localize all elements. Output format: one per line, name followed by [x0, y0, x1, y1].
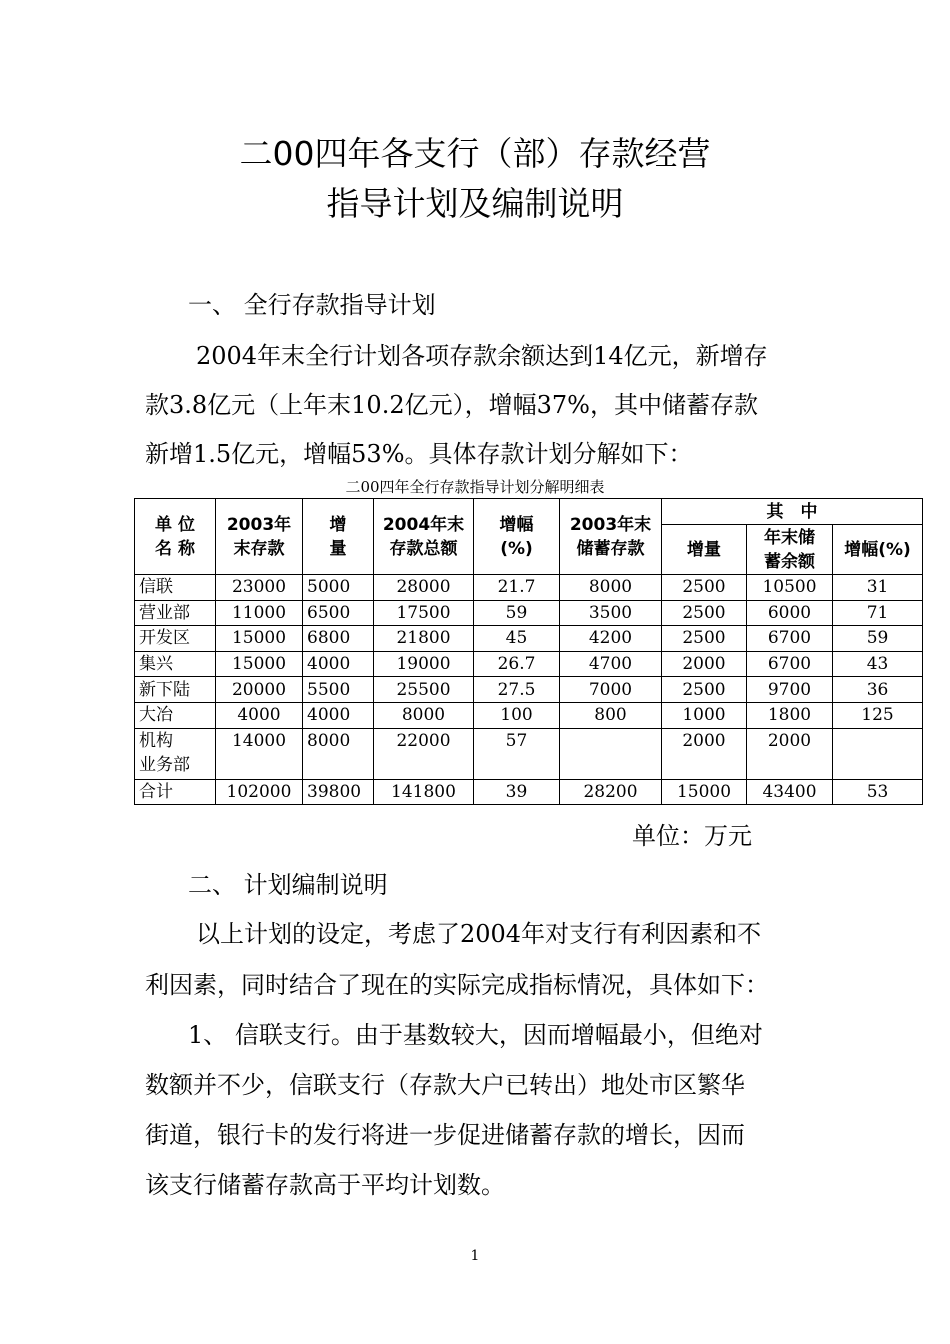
row-name: 集兴	[135, 651, 216, 677]
section-2-paragraph-line-2: 利因素，同时结合了现在的实际完成指标情况，具体如下：	[145, 971, 769, 999]
table-row	[135, 626, 923, 652]
row-name: 营业部	[135, 600, 216, 626]
item-1-line-4: 该支行储蓄存款高于平均计划数。	[145, 1171, 505, 1199]
cell: 5000	[303, 575, 374, 601]
cell: 25500	[374, 677, 474, 703]
cell: 100	[474, 702, 560, 728]
cell: 10500	[747, 575, 833, 601]
deposit-plan-table	[134, 498, 923, 805]
cell: 2000	[662, 728, 747, 779]
section-2-heading: 二、 计划编制说明	[188, 871, 388, 899]
row-name: 开发区	[135, 626, 216, 652]
cell: 2500	[662, 575, 747, 601]
cell: 17500	[374, 600, 474, 626]
cell: 102000	[216, 779, 303, 805]
section-1-heading: 一、 全行存款指导计划	[188, 291, 436, 319]
cell: 8000	[560, 575, 662, 601]
cell: 8000	[374, 702, 474, 728]
section-1-paragraph-line-2: 款3.8亿元（上年末10.2亿元），增幅37%，其中储蓄存款	[145, 391, 758, 419]
cell: 19000	[374, 651, 474, 677]
cell: 4000	[303, 702, 374, 728]
cell: 2000	[662, 651, 747, 677]
cell	[560, 728, 662, 779]
cell: 14000	[216, 728, 303, 779]
cell: 21.7	[474, 575, 560, 601]
table-row-total	[135, 779, 923, 805]
document-title-line-1: 二00四年各支行（部）存款经营	[239, 134, 711, 173]
cell: 23000	[216, 575, 303, 601]
cell: 4000	[303, 651, 374, 677]
table-row	[135, 575, 923, 601]
cell: 6700	[747, 651, 833, 677]
cell: 7000	[560, 677, 662, 703]
cell: 2500	[662, 626, 747, 652]
table-row	[135, 651, 923, 677]
cell: 59	[833, 626, 923, 652]
cell	[833, 728, 923, 779]
cell: 9700	[747, 677, 833, 703]
row-name: 信联	[135, 575, 216, 601]
cell: 2500	[662, 600, 747, 626]
header-2004-total: 2004年末 存款总额	[374, 499, 474, 575]
section-1-paragraph-line-1: 2004年末全行计划各项存款余额达到14亿元，新增存	[196, 342, 768, 370]
table-caption: 二00四年全行存款指导计划分解明细表	[345, 478, 605, 496]
cell: 4000	[216, 702, 303, 728]
header-among: 其 中	[662, 499, 923, 525]
section-1-paragraph-line-3: 新增1.5亿元，增幅53%。具体存款计划分解如下：	[145, 440, 693, 468]
header-sub-increase: 增量	[662, 525, 747, 575]
header-2003-savings: 2003年末 储蓄存款	[560, 499, 662, 575]
header-growth: 增幅 (%)	[474, 499, 560, 575]
header-increase: 增 量	[303, 499, 374, 575]
cell: 31	[833, 575, 923, 601]
row-name: 新下陆	[135, 677, 216, 703]
item-1-line-1: 1、 信联支行。由于基数较大，因而增幅最小，但绝对	[188, 1021, 763, 1049]
table-unit-note: 单位：万元	[632, 822, 752, 850]
table-row	[135, 728, 923, 779]
section-2-paragraph-line-1: 以上计划的设定，考虑了2004年对支行有利因素和不	[196, 920, 762, 948]
header-sub-growth: 增幅(%)	[833, 525, 923, 575]
cell: 15000	[662, 779, 747, 805]
cell: 6500	[303, 600, 374, 626]
cell: 4200	[560, 626, 662, 652]
cell: 53	[833, 779, 923, 805]
cell: 5500	[303, 677, 374, 703]
cell: 1000	[662, 702, 747, 728]
row-name: 大冶	[135, 702, 216, 728]
item-1-line-3: 街道，银行卡的发行将进一步促进储蓄存款的增长，因而	[145, 1121, 745, 1149]
cell: 71	[833, 600, 923, 626]
cell: 6000	[747, 600, 833, 626]
header-sub-balance: 年末储 蓄余额	[747, 525, 833, 575]
cell: 28000	[374, 575, 474, 601]
table-row	[135, 600, 923, 626]
row-name: 机构 业务部	[135, 728, 216, 779]
cell: 1800	[747, 702, 833, 728]
cell: 141800	[374, 779, 474, 805]
cell: 800	[560, 702, 662, 728]
cell: 6700	[747, 626, 833, 652]
cell: 11000	[216, 600, 303, 626]
cell: 26.7	[474, 651, 560, 677]
cell: 39800	[303, 779, 374, 805]
cell: 45	[474, 626, 560, 652]
cell: 27.5	[474, 677, 560, 703]
cell: 125	[833, 702, 923, 728]
cell: 3500	[560, 600, 662, 626]
cell: 15000	[216, 626, 303, 652]
cell: 6800	[303, 626, 374, 652]
table-row	[135, 702, 923, 728]
header-unit-name: 单 位 名 称	[135, 499, 216, 575]
document-title-line-2: 指导计划及编制说明	[326, 184, 624, 223]
item-1-line-2: 数额并不少，信联支行（存款大户已转出）地处市区繁华	[145, 1071, 745, 1099]
row-name: 合计	[135, 779, 216, 805]
cell: 2000	[747, 728, 833, 779]
cell: 59	[474, 600, 560, 626]
cell: 39	[474, 779, 560, 805]
cell: 20000	[216, 677, 303, 703]
cell: 21800	[374, 626, 474, 652]
cell: 43400	[747, 779, 833, 805]
cell: 2500	[662, 677, 747, 703]
cell: 15000	[216, 651, 303, 677]
cell: 28200	[560, 779, 662, 805]
cell: 8000	[303, 728, 374, 779]
page-number: 1	[470, 1248, 480, 1264]
cell: 4700	[560, 651, 662, 677]
table-row	[135, 677, 923, 703]
cell: 22000	[374, 728, 474, 779]
cell: 57	[474, 728, 560, 779]
cell: 43	[833, 651, 923, 677]
cell: 36	[833, 677, 923, 703]
header-2003-deposit: 2003年 末存款	[216, 499, 303, 575]
